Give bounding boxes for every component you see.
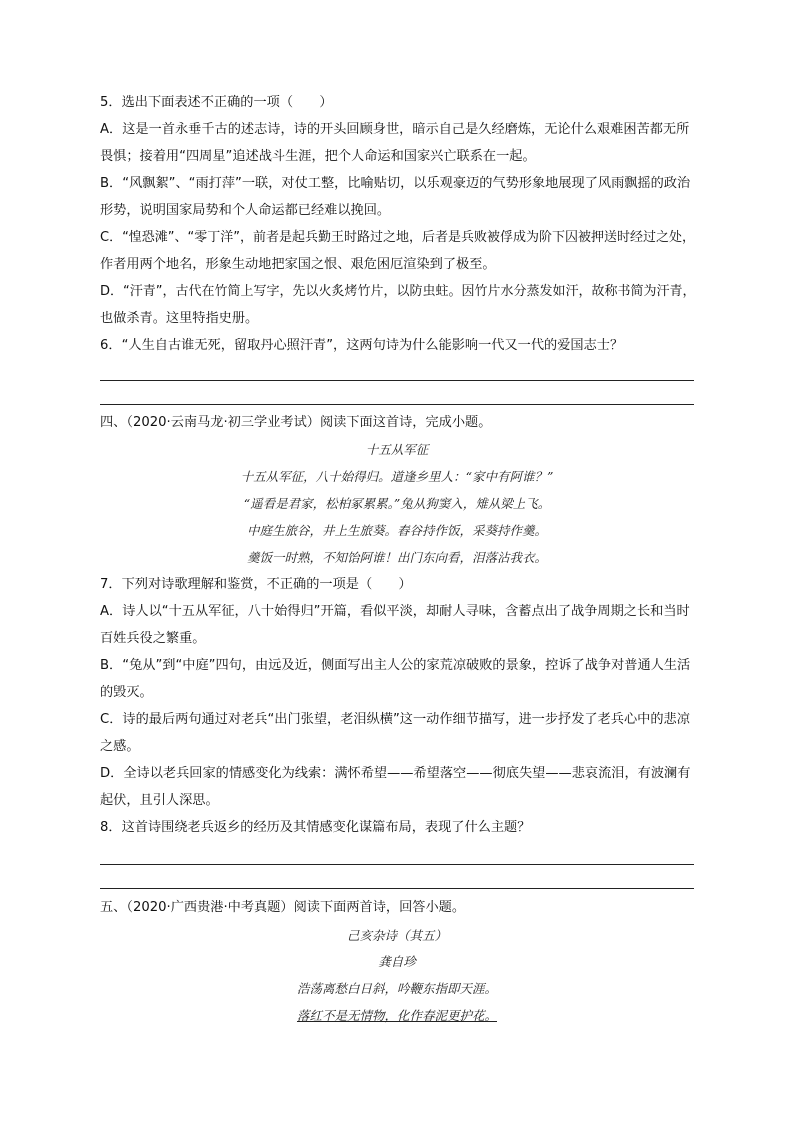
- q5-option-b-line2: 形势，说明国家局势和个人命运都已经难以挽回。: [100, 203, 391, 218]
- section-4-heading: 四、（2020·云南马龙·初三学业考试）阅读下面这首诗，完成小题。: [100, 415, 492, 430]
- q7-option-c-line1: C．诗的最后两句通过对老兵“出门张望，老泪纵横”这一动作细节描写，进一步抒发了老兵心中的悲凉: [100, 712, 690, 727]
- q5-option-a-line2: 畏惧；接着用“四周星”追述战斗生涯，把个人命运和国家兴亡联系在一起。: [100, 149, 536, 164]
- q7-option-d-line1: D．全诗以老兵回家的情感变化为线索：满怀希望——希望落空——彻底失望——悲哀流泪，有波澜有: [100, 766, 691, 781]
- poem-line: “遥看是君家，松柏冢累累。”兔从狗窦入，雉从梁上飞。: [243, 496, 551, 511]
- q5-option-d-line1: D．“汗青”，古代在竹简上写字，先以火炙烤竹片，以防虫蛀。因竹片水分蒸发如汗，故称书简为汗青，: [100, 284, 696, 299]
- poem-line: 十五从军征，八十始得归。道逢乡里人：“家中有阿谁？”: [240, 469, 554, 484]
- q7-option-a-line2: 百姓兵役之繁重。: [100, 631, 206, 646]
- answer-line[interactable]: [100, 888, 694, 889]
- q7-option-c-line2: 之感。: [100, 739, 140, 754]
- q5-option-c-line2: 作者用两个地名，形象生动地把家国之恨、艰危困厄渲染到了极至。: [100, 257, 496, 272]
- poem-title: 十五从军征: [365, 442, 429, 457]
- poem-line-underlined: 落红不是无情物，化作春泥更护花。: [296, 1008, 497, 1023]
- section-5-heading: 五、（2020·广西贵港·中考真题）阅读下面两首诗，回答小题。: [100, 900, 466, 915]
- q7-stem: 7．下列对诗歌理解和鉴赏，不正确的一项是（ ）: [100, 577, 412, 592]
- q6-stem: 6．“人生自古谁无死，留取丹心照汗青”，这两句诗为什么能影响一代又一代的爱国志士？: [100, 338, 624, 353]
- poem-author: 龚自珍: [378, 954, 416, 969]
- poem-line: 羹饭一时熟，不知饴阿谁！出门东向看，泪落沾我衣。: [246, 550, 547, 565]
- q5-option-a-line1: A．这是一首永垂千古的述志诗，诗的开头回顾身世，暗示自己是久经磨炼，无论什么艰难困苦都无所: [100, 122, 690, 137]
- q5-option-b-line1: B．“风飘絮”、“雨打萍”一联，对仗工整，比喻贴切，以乐观豪迈的气势形象地展现了风雨飘摇的政治: [100, 176, 691, 191]
- q7-option-d-line2: 起伏，且引人深思。: [100, 793, 219, 808]
- q5-stem: 5．选出下面表述不正确的一项（ ）: [100, 95, 333, 110]
- poem-title: 己亥杂诗（其五）: [346, 928, 447, 943]
- poem-line: 浩荡离愁白日斜，吟鞭东指即天涯。: [296, 981, 497, 996]
- q8-stem: 8．这首诗围绕老兵返乡的经历及其情感变化谋篇布局，表现了什么主题？: [100, 820, 531, 835]
- poem-line: 中庭生旅谷，井上生旅葵。舂谷持作饭，采葵持作羹。: [246, 523, 547, 538]
- q7-option-b-line1: B．“兔从”到“中庭”四句，由远及近，侧面写出主人公的家荒凉破败的景象，控诉了战争对普通人生活: [100, 658, 691, 673]
- answer-line[interactable]: [100, 864, 694, 865]
- answer-line[interactable]: [100, 380, 694, 381]
- q7-option-a-line1: A．诗人以“十五从军征，八十始得归”开篇，看似平淡，却耐人寻味，含蓄点出了战争周期之长和当时: [100, 604, 690, 619]
- answer-line[interactable]: [100, 404, 694, 405]
- q5-option-d-line2: 也做杀青。这里特指史册。: [100, 311, 259, 326]
- q5-option-c-line1: C．“惶恐滩”、“零丁洋”，前者是起兵勤王时路过之地，后者是兵败被俘成为阶下囚被押送时经过之处，: [100, 230, 696, 245]
- q7-option-b-line2: 的毁灭。: [100, 685, 153, 700]
